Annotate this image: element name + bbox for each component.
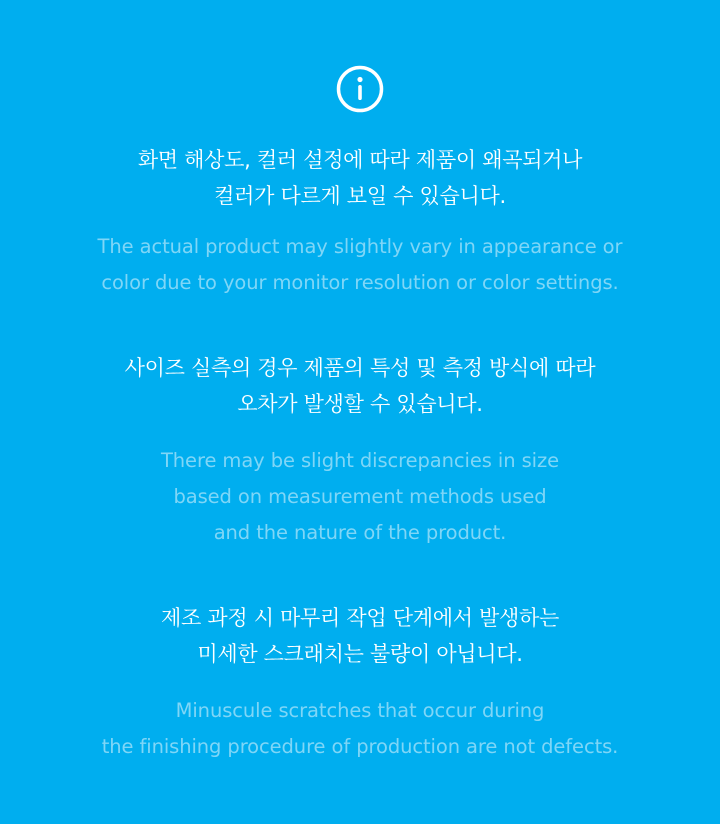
notice-2-korean-line-2: 오차가 발생할 수 있습니다. bbox=[237, 392, 483, 416]
notice-3-korean-line-2: 미세한 스크래치는 불량이 아닙니다. bbox=[197, 642, 523, 666]
notice-2-english bbox=[0, 443, 720, 551]
notice-2-korean bbox=[0, 350, 720, 422]
notice-1-english-line-2: color due to your monitor resolution or color settings. bbox=[101, 271, 619, 294]
info-circle-icon bbox=[336, 65, 384, 113]
notice-1-english-line-1: The actual product may slightly vary in appearance or bbox=[97, 235, 623, 258]
notice-3-english-line-2: the finishing procedure of production are not defects. bbox=[101, 735, 619, 758]
notice-3-english-line-1: Minuscule scratches that occur during bbox=[175, 699, 545, 722]
notice-3-korean bbox=[0, 600, 720, 672]
notice-3-korean-line-1: 제조 과정 시 마무리 작업 단계에서 발생하는 bbox=[161, 606, 559, 630]
notice-1-korean-line-1: 화면 해상도, 컬러 설정에 따라 제품이 왜곡되거나 bbox=[137, 148, 583, 172]
notice-1-korean-line-2: 컬러가 다르게 보일 수 있습니다. bbox=[214, 184, 506, 208]
notice-2-korean-line-1: 사이즈 실측의 경우 제품의 특성 및 측정 방식에 따라 bbox=[124, 356, 596, 380]
notice-2-english-line-1: There may be slight discrepancies in size bbox=[160, 449, 559, 472]
notice-1-english bbox=[0, 229, 720, 301]
notice-1-korean bbox=[0, 142, 720, 214]
notice-2-english-line-2: based on measurement methods used bbox=[173, 485, 547, 508]
notice-3-english bbox=[0, 693, 720, 765]
notice-2-english-line-3: and the nature of the product. bbox=[213, 521, 507, 544]
